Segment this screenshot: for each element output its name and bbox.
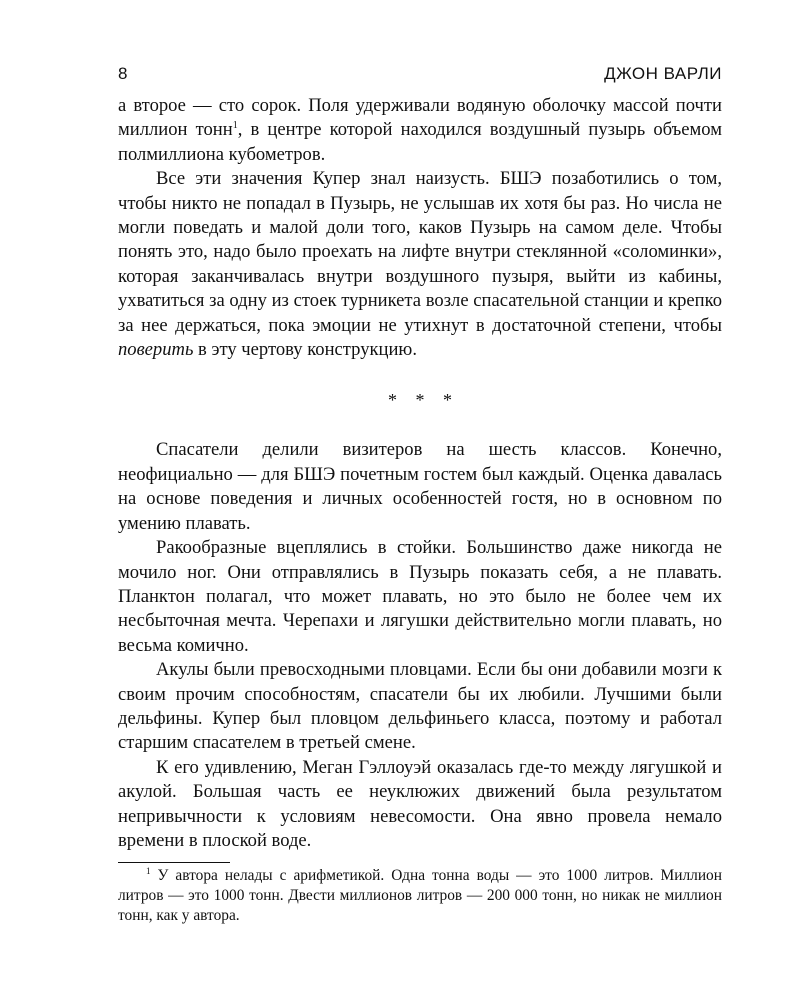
paragraph-1: а второе — сто сорок. Поля удерживали водяную оболочку массой почти миллион тонн$^1$, в центре которой находился воздушный пузырь объемом полмиллиона кубометров.: [118, 95, 723, 165]
paragraph-3: Спасатели делили визитеров на шесть классов. Конечно, неофициально — для БШЭ почетным гостем был каждый. Оценка давалась на основе поведения и личных особенностей гостя, но в основном по умению плавать.: [118, 439, 722, 534]
book-page: [118, 64, 722, 926]
footnote-marker: 1: [146, 866, 151, 877]
paragraph-5: Акулы были превосходными пловцами. Если бы они добавили мозги к своим прочим способностям, спасатели бы их любили. Лучшими были дельфины. Купер был пловцом дельфиньего класса, поэтому и работал старшим спасателем в третьей смене.: [118, 659, 722, 754]
paragraph-6: К его удивлению, Меган Гэллоуэй оказалась где-то между лягушкой и акулой. Большая часть ее неуклюжих движений была результатом непривычности к условиям невесомости. Она явно провела немало времени в плоской воде.: [118, 756, 722, 851]
footnote-divider: [118, 862, 230, 863]
running-header: [118, 64, 722, 94]
paragraph-2: Все эти значения Купер знал наизусть. БШЭ позаботились о том, чтобы никто не попадал в Пузырь, не услышав их хотя бы раз. Но числа не могли поведать и малой доли того, каков Пузырь на самом деле. Чтобы понять это, надо было проехать на лифте внутри стеклянной «соломинки», которая заканчивалась внутри воздушного пузыря, выйти из кабины, ухватиться за одну из стоек турникета возле спасательной станции и крепко за нее держаться, пока эмоции не утихнут в достаточной степени, чтобы поверить в эту чертову конструкцию.: [118, 168, 722, 361]
paragraph-4: Ракообразные вцеплялись в стойки. Большинство даже никогда не мочило ног. Они отправлялись в Пузырь показать себя, а не плавать. Планктон полагал, что может плавать, но это было не более чем их несбыточная мечта. Черепахи и лягушки действительно могли плавать, но весьма комично.: [118, 537, 722, 656]
footnote-reference[interactable]: 1: [232, 120, 238, 132]
footnote: [118, 866, 722, 926]
page-number: 8: [118, 64, 128, 83]
running-head-author: ДЖОН ВАРЛИ: [604, 64, 722, 83]
emphasized-word: поверить: [118, 339, 194, 361]
footnote-text: У автора нелады с арифметикой. Одна тонна воды — это 1000 литров. Миллион литров — это 1000 тонн. Двести миллионов литров — 200 000 тонн, но никак не миллион тонн, как у автора.: [118, 867, 722, 925]
section-separator: * * *: [388, 390, 452, 411]
main-text: [118, 94, 722, 853]
